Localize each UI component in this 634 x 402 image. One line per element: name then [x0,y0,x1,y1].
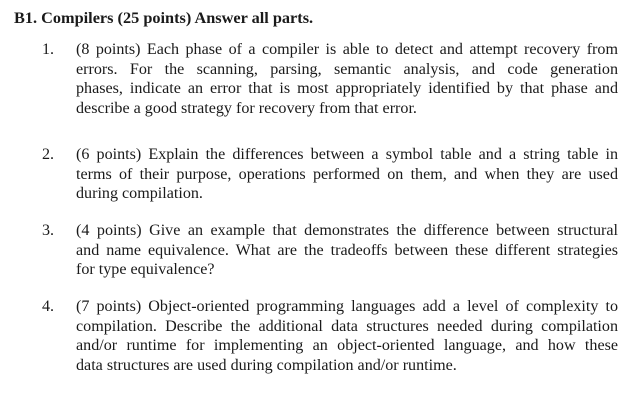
section-title: B1. Compilers (25 points) Answer all parts. [14,8,314,27]
question-text [76,145,618,204]
question-line: compilation. Describe the additional data structures needed during compilation [76,317,618,335]
question-line: (6 points) Explain the differences between a symbol table and a string table in [76,146,618,163]
question-number: 1. [42,41,55,58]
question-line: (7 points) Object-oriented programming languages add a level of complexity to [76,298,618,315]
question-line: (4 points) Give an example that demonstrates the difference between structural [76,222,618,239]
question-line: and/or runtime for implementing an object-oriented language, and how these [76,337,618,355]
question-line: for type equivalence? [76,261,215,279]
question-line: errors. For the scanning, parsing, semantic analysis, and code generation [76,60,618,78]
question-line: describe a good strategy for recovery from that error. [76,99,417,117]
question-number: 4. [42,298,55,315]
question-line: terms of their purpose, operations performed on them, and when they are used [76,165,618,183]
question-line: and name equivalence. What are the tradeoffs between these different strategies [76,241,618,259]
question-number: 3. [42,222,55,239]
question-line: during compilation. [76,185,203,203]
question-line: data structures are used during compilation and/or runtime. [76,356,457,374]
question-text [76,297,618,375]
question-line: (8 points) Each phase of a compiler is able to detect and attempt recovery from [76,41,618,58]
question-line: phases, indicate an error that is most appropriately identified by that phase and [76,80,618,98]
question-text [76,40,618,118]
question-number: 2. [42,146,55,163]
question-text [76,221,618,280]
